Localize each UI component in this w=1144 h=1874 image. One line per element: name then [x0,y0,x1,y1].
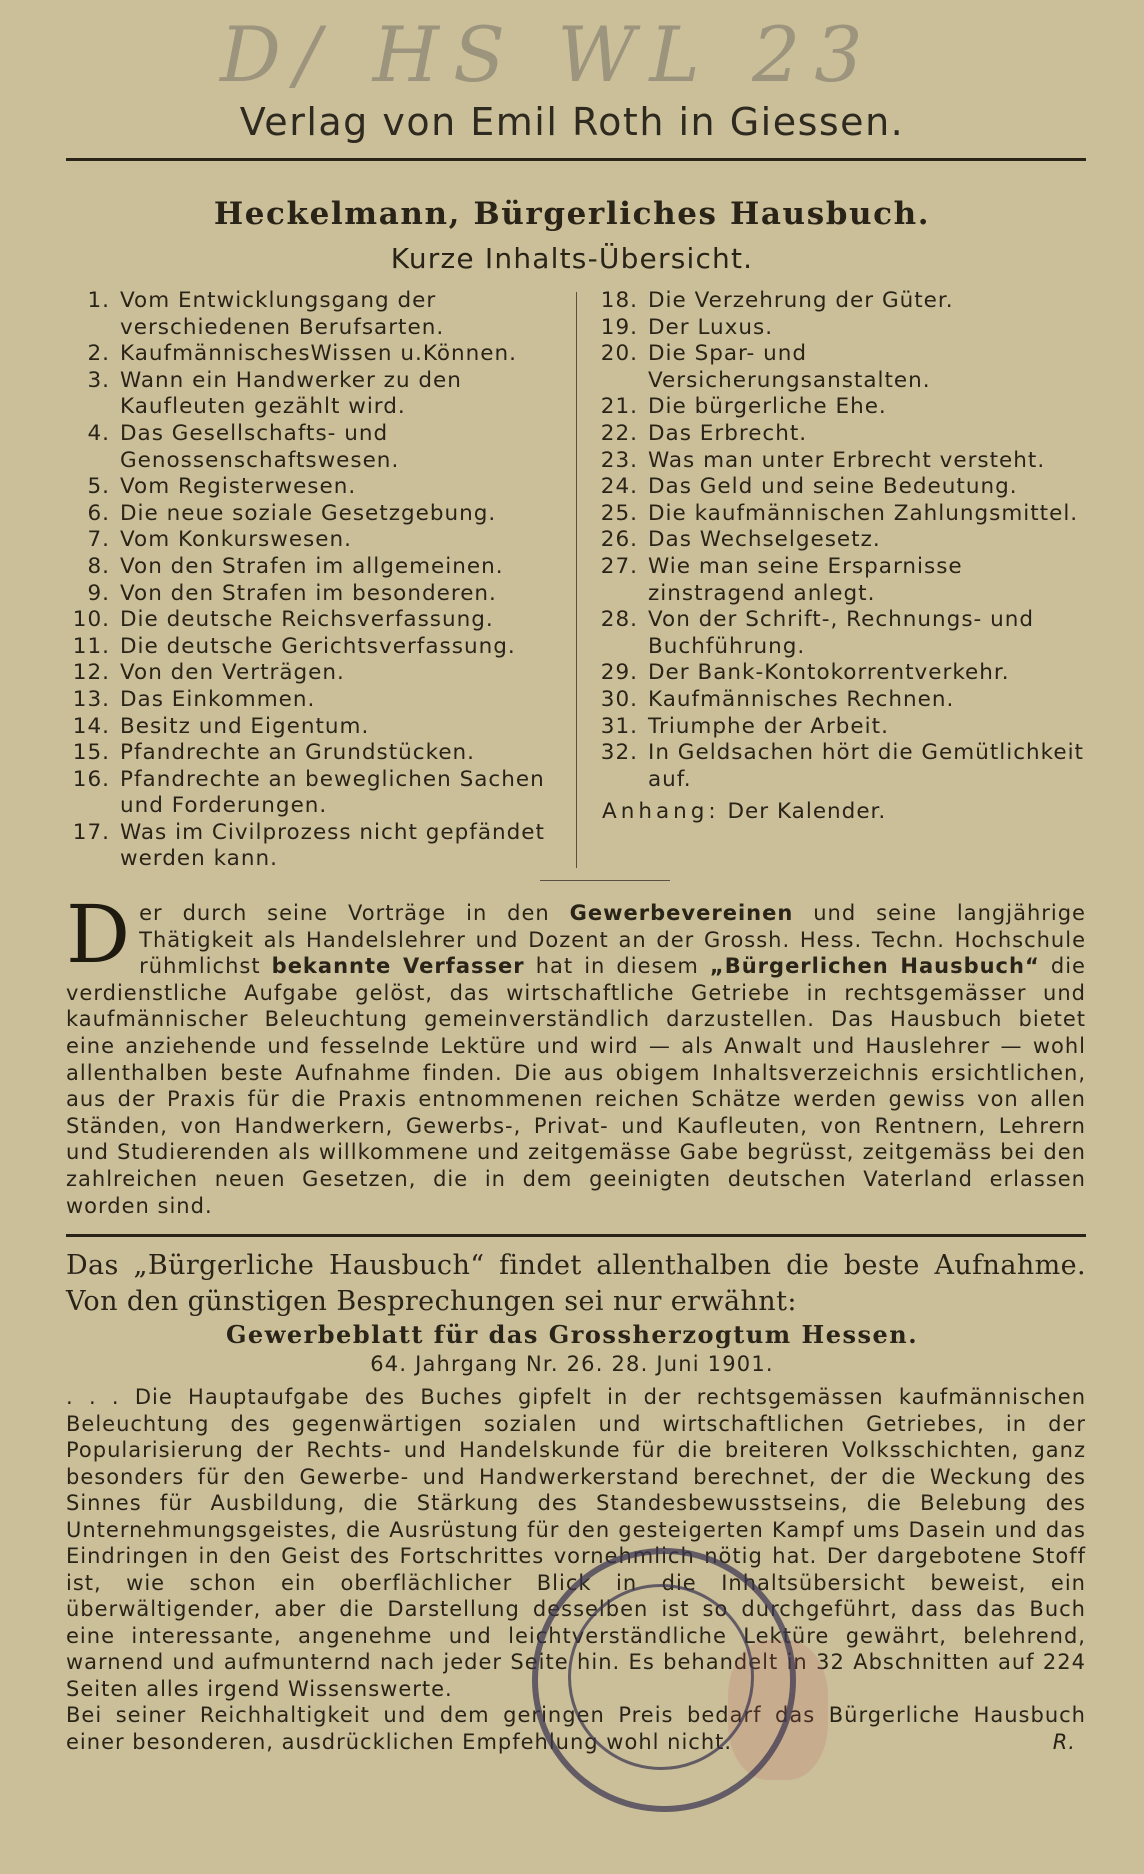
toc-item [72,660,552,687]
short-divider [540,880,670,881]
toc-item-text: Das Einkommen. [120,686,316,712]
intro-text-3: hat in diesem [535,954,699,979]
toc-appendix [600,799,1090,826]
toc-item-text: Kaufmännisches Rechnen. [648,686,955,712]
toc-item-number: 27. [600,553,638,579]
toc-item-text: Triumphe der Arbeit. [648,713,889,739]
toc-item-text: Von der Schrift-, Rechnungs- und Buchführung. [648,607,1035,659]
toc-item-number: 30. [600,686,638,712]
toc-item [600,394,1090,421]
toc-item-text: Die deutsche Gerichtsverfassung. [120,633,516,659]
toc-item-number: 2. [87,341,110,367]
toc-item-number: 11. [72,633,110,659]
toc-item-text: Wann ein Handwerker zu den Kaufleuten gezählt wird. [120,367,462,420]
toc-item-text: In Geldsachen hört die Gemütlichkeit auf. [648,740,1084,792]
toc-item-text: Was man unter Erbrecht versteht. [648,447,1046,473]
toc-item-number: 32. [600,740,638,766]
toc-item-text: Vom Entwicklungsgang der verschiedenen Berufsarten. [120,288,445,340]
toc-item [600,687,1090,714]
intro-bold-1: Gewerbevereinen [569,901,794,925]
toc-item [72,820,552,873]
intro-text-2: und seine langjährige Thätigkeit als Handelslehrer und Dozent an der Grossh. Hess. Techn. Hochschule rühmlichst [139,901,1086,979]
book-title: Heckelmann, Bürgerliches Hausbuch. [213,196,931,232]
review-signature: R. [1052,1729,1076,1754]
toc-item-text: Die kaufmännischen Zahlungsmittel. [648,500,1079,526]
toc-item-number: 4. [87,420,110,446]
toc-item-number: 13. [72,686,110,712]
toc-item-number: 16. [72,766,110,792]
toc-item-text: Die Spar- und Versicherungsanstalten. [648,341,931,393]
toc-item-text: Von den Strafen im besonderen. [120,580,497,606]
toc-item [72,634,552,661]
toc-right-column [600,288,1090,826]
middle-rule [66,1234,1086,1237]
intro-bold-2: bekannte Verfasser [271,954,525,979]
toc-item [600,421,1090,448]
toc-item-text: Von den Verträgen. [120,660,345,686]
toc-column-divider [576,292,577,868]
toc-item-text: Der Bank-Kontokorrentverkehr. [648,660,1010,686]
handwritten-shelfmark: D/ HS WL 23 [220,10,877,99]
toc-item-text: Wie man seine Ersparnisse zinstragend anlegt. [648,553,963,606]
toc-item [600,448,1090,475]
toc-item-number: 14. [72,713,110,739]
toc-item [72,554,552,581]
intro-paragraph [66,888,1086,1219]
toc-item [72,288,552,341]
toc-item-number: 17. [72,819,110,845]
toc-item [72,368,552,421]
intro-text-4: die verdienstliche Aufgabe gelöst, das wirtschaftliche Getriebe in rechtsgemässer und kaufmännischer Beleuchtung gemeinverständlich darzustellen. Das Hausbuch bietet eine anziehende und fesselnde Lektüre und wird — als Anwalt und Hauslehrer — wohl allenthalben beste Aufnahme finden. Die aus obigem Inhaltsverzeichnis ersichtlichen, aus der Praxis für die Praxis entnommenen reichen Schätze werden gewiss von allen Ständen, von Handwerkern, Gewerbs-, Privat- und Kaufleuten, von Rentnern, Lehrern und Studierenden als willkommene und zeitgemässe Gabe begrüsst, zeitgemäss bei den zahlreichen neuen Gesetzen, die in dem geeinigten deutschen Vaterland erlassen worden sind. [66,954,1086,1218]
quote-paragraph-1: . . . Die Hauptaufgabe des Buches gipfelt in der rechtsgemässen kaufmännischen Beleuchtung des gegenwärtigen sozialen und wirtschaftlichen Getriebes, in der Popularisierung der Rechts- und Handelskunde für die breiteren Volksschichten, ganz besonders für den Gewerbe- und Handwerkerstand berechnet, der die Weckung des Sinnes für Ausbildung, die Stärkung des Standesbewusstseins, die Belebung des Unternehmungsgeistes, die Ausrüstung für den gesteigerten Kampf ums Dasein und das Eindringen in den Geist des Fortschrittes vornehmlich nötig hat. Der dargebotene Stoff ist, wie schon ein oberflächlicher Blick in die Inhaltsübersicht beweist, ein überwältigender, aber die Darstellung desselben ist so durchgeführt, dass das Buch eine interessante, angenehme und leichtverständliche Lektüre gewährt, belehrend, warnend und aufmunternd nach jeder Seite hin. Es behandelt in 32 Abschnitten auf 224 Seiten alles irgend Wissenswerte. [66,1385,1086,1701]
toc-item-text: Besitz und Eigentum. [120,713,370,739]
toc-item-number: 7. [87,527,110,553]
toc-item-text: Das Wechselgesetz. [648,527,881,553]
toc-item [72,714,552,741]
toc-item [600,315,1090,342]
toc-item [72,740,552,767]
toc-item-number: 6. [87,500,110,526]
toc-item-text: KaufmännischesWissen u.Können. [120,341,517,367]
toc-item [600,607,1090,660]
toc-item [600,554,1090,607]
toc-item-text: Vom Konkurswesen. [120,527,352,553]
toc-item-number: 28. [600,607,638,633]
toc-item-number: 31. [600,713,638,739]
toc-item-text: Was im Civilprozess nicht gepfändet werden kann. [120,819,545,872]
toc-item-number: 9. [87,580,110,606]
toc-item-text: Das Geld und seine Bedeutung. [648,474,1018,500]
toc-item-number: 5. [87,474,110,500]
toc-item [600,474,1090,501]
toc-item-number: 19. [600,314,638,340]
toc-left-column [72,288,552,873]
toc-item-number: 12. [72,660,110,686]
quote-paragraph-2-text: Bei seiner Reichhaltigkeit und dem geringen Preis bedarf das Bürgerliche Hausbuch einer besonderen, ausdrücklichen Empfehlung wohl nicht. [66,1703,1086,1754]
toc-item-number: 20. [600,341,638,367]
toc-item-number: 1. [87,288,110,313]
toc-item [72,421,552,474]
toc-item-number: 25. [600,500,638,526]
toc-item [72,581,552,608]
toc-item-number: 24. [600,474,638,500]
toc-item [72,687,552,714]
toc-item [600,660,1090,687]
toc-item [72,527,552,554]
toc-item [600,527,1090,554]
toc-item-text: Die neue soziale Gesetzgebung. [120,500,497,526]
toc-item-text: Pfandrechte an beweglichen Sachen und Forderungen. [120,766,545,819]
toc-item-text: Vom Registerwesen. [120,474,357,500]
toc-item-text: Pfandrechte an Grundstücken. [120,740,476,766]
review-issue: 64. Jahrgang Nr. 26. 28. Juni 1901. [370,1352,774,1376]
toc-item [600,288,1090,315]
review-lead: Das „Bürgerliche Hausbuch“ findet allenthalben die beste Aufnahme. Von den günstigen Besprechungen sei nur erwähnt: [66,1250,1086,1317]
toc-item-number: 18. [600,288,638,313]
toc-item-text: Das Gesellschafts- und Genossenschaftswesen. [120,420,400,473]
top-rule [66,158,1086,161]
toc-item-text: Das Erbrecht. [648,420,808,446]
toc-item-number: 21. [600,394,638,420]
publisher-line: Verlag von Emil Roth in Giessen. [239,100,905,144]
toc-item-text: Die Verzehrung der Güter. [648,288,954,313]
toc-item-number: 22. [600,420,638,446]
toc-item [600,501,1090,528]
toc-heading: Kurze Inhalts-Übersicht. [390,242,754,275]
toc-item-text: Die deutsche Reichsverfassung. [120,607,494,633]
library-stamp [532,1548,796,1812]
review-source: Gewerbeblatt für das Grossherzogtum Hessen. [225,1320,919,1349]
toc-item-number: 8. [87,553,110,579]
toc-item-number: 15. [72,740,110,766]
drop-cap: D [66,888,132,981]
intro-bold-3: „Bürgerlichen Hausbuch“ [709,954,1040,979]
toc-item [72,501,552,528]
appendix-label: Anhang: [602,799,720,825]
toc-item-number: 23. [600,447,638,473]
toc-item [600,740,1090,793]
toc-item-number: 29. [600,660,638,686]
toc-item-number: 26. [600,527,638,553]
toc-item [72,474,552,501]
toc-item [72,767,552,820]
toc-item [600,341,1090,394]
toc-item [72,341,552,368]
toc-item-text: Die bürgerliche Ehe. [648,394,887,420]
appendix-text: Der Kalender. [727,799,887,825]
intro-text-1: er durch seine Vorträge in den [139,901,550,925]
library-stamp-inner-ring [568,1584,754,1770]
toc-item-text: Der Luxus. [648,314,774,340]
toc-item-number: 10. [72,607,110,633]
toc-item [600,714,1090,741]
toc-item [72,607,552,634]
toc-item-text: Von den Strafen im allgemeinen. [120,553,504,579]
toc-item-number: 3. [87,367,110,393]
